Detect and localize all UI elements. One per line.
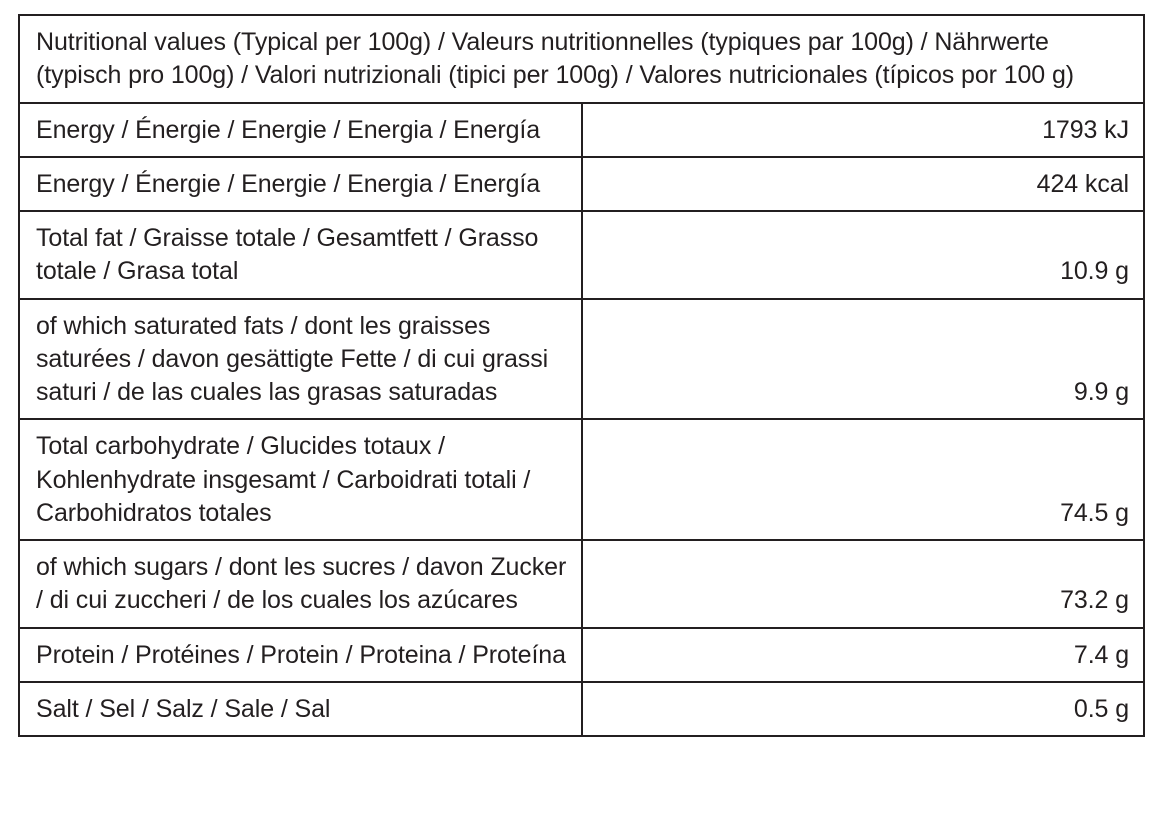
nutrition-table [18,14,1145,737]
table-row [19,103,1144,157]
nutrient-value: 1793 kJ [582,103,1145,157]
nutrient-label: of which saturated fats / dont les graisses saturées / davon gesättigte Fette / di cui grassi saturi / de las cuales las grasas saturadas [19,299,582,420]
nutrient-value: 73.2 g [582,540,1145,628]
table-row [19,419,1144,540]
nutrient-label: Salt / Sel / Salz / Sale / Sal [19,682,582,736]
nutrient-label: of which sugars / dont les sucres / davon Zucker / di cui zuccheri / de los cuales los azúcares [19,540,582,628]
table-row [19,157,1144,211]
nutrition-table-title: Nutritional values (Typical per 100g) / Valeurs nutritionnelles (typiques par 100g) / Nährwerte (typisch pro 100g) / Valori nutrizionali (tipici per 100g) / Valores nutricionales (típicos por 100 g) [19,15,1144,103]
nutrient-value: 10.9 g [582,211,1145,299]
nutrient-value: 7.4 g [582,628,1145,682]
nutrient-label: Total fat / Graisse totale / Gesamtfett / Grasso totale / Grasa total [19,211,582,299]
table-row [19,628,1144,682]
table-row [19,540,1144,628]
table-header-row [19,15,1144,103]
nutrient-value: 9.9 g [582,299,1145,420]
nutrient-label: Protein / Protéines / Protein / Proteina / Proteína [19,628,582,682]
nutrition-table-body [19,15,1144,736]
table-row [19,682,1144,736]
nutrient-label: Total carbohydrate / Glucides totaux / Kohlenhydrate insgesamt / Carboidrati totali / Carbohidratos totales [19,419,582,540]
nutrient-value: 0.5 g [582,682,1145,736]
nutrient-value: 424 kcal [582,157,1145,211]
nutrient-value: 74.5 g [582,419,1145,540]
table-row [19,299,1144,420]
table-row [19,211,1144,299]
nutrient-label: Energy / Énergie / Energie / Energia / Energía [19,103,582,157]
nutrient-label: Energy / Énergie / Energie / Energia / Energía [19,157,582,211]
